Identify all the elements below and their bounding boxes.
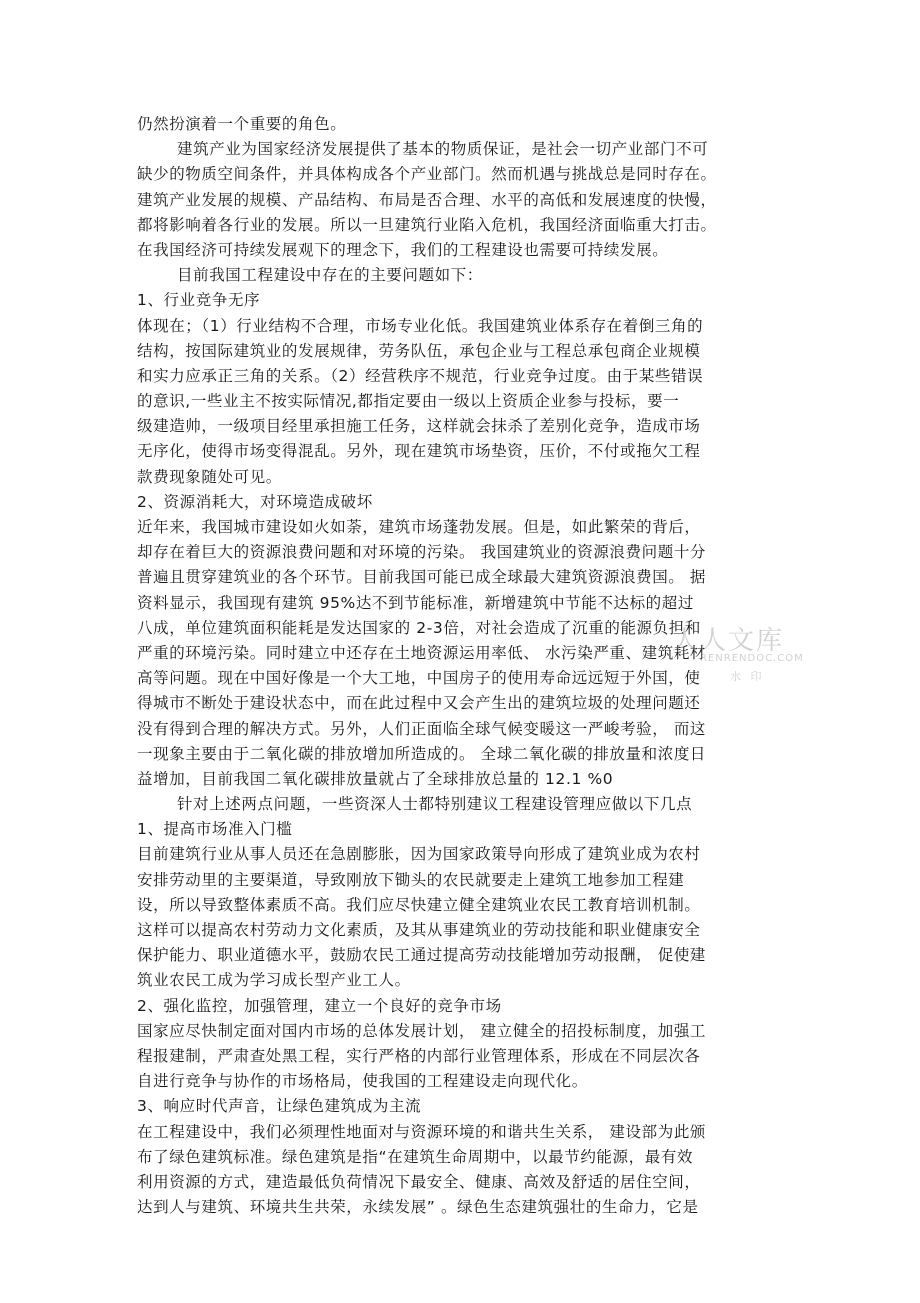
text-line-28: 针对上述两点问题，一些资深人士都特别建议工程建设管理应做以下几点 [177,795,693,814]
text-line-31: 安排劳动里的主要渠道，导致刚放下锄头的农民就要走上建筑工地参加工程建 [137,870,685,889]
text-line-11: 和实力应承正三角的关系。（2）经营秩序不规范，行业竞争过度。由于某些错误 [137,366,704,385]
text-line-4: 建筑产业发展的规模、产品结构、布局是否合理、水平的高低和发展速度的快慢， [137,190,717,209]
text-line-1: 仍然扮演着一个重要的角色。 [137,115,347,133]
text-line-25: 没有得到合理的解决方式。另外，人们正面临全球气候变暖这一严峻考验， 而这 [137,719,707,738]
text-line-38: 程报建制，严肃查处黑工程，实行严格的内部行业管理体系，形成在不同层次各 [137,1046,701,1065]
text-line-34: 保护能力、职业道德水平，鼓励农民工通过提高劳动技能增加劳动报酬， 促使建 [137,946,707,965]
section-heading-2: 2、资源消耗大，对环境造成破坏 [137,492,373,511]
text-line-18: 却存在着巨大的资源浪费问题和对环境的污染。 我国建筑业的资源浪费问题十分 [137,543,707,562]
text-line-20: 资料显示，我国现有建筑 95%达不到节能标准，新增建筑中节能不达标的超过 [137,593,694,612]
document-body [137,112,777,1220]
text-line-5: 都将影响着各行业的发展。所以一旦建筑行业陷入危机，我国经济面临重大打击。 [137,215,717,234]
watermark-mark: 水 印 [730,670,765,683]
text-line-12: 的意识,一些业主不按实际情况,都指定要由一级以上资质企业参与投标，要一 [137,392,680,411]
text-line-2: 建筑产业为国家经济发展提供了基本的物质保证，是社会一切产业部门不可 [177,140,709,159]
watermark-title: 人人文库 [672,626,785,656]
text-line-35: 筑业农民工成为学习成长型产业工人。 [137,971,411,990]
watermark-subtitle: RENRENDOC.COM [700,653,804,664]
text-line-15: 款费现象随处可见。 [137,467,282,486]
text-line-42: 布了绿色建筑标准。绿色建筑是指“在建筑生命周期中，以最节约能源，最有效 [137,1147,694,1166]
text-line-43: 利用资源的方式，建造最低负荷情况下最安全、健康、高效及舒适的居住空间， [137,1172,701,1191]
text-line-22: 严重的环境污染。同时建立中还存在土地资源运用率低、 水污染严重、建筑耗材 [137,643,707,662]
section-heading-4: 2、强化监控，加强管理，建立一个良好的竞争市场 [137,996,502,1015]
text-line-37: 国家应尽快制定面对国内市场的总体发展计划， 建立健全的招投标制度，加强工 [137,1021,707,1040]
text-line-17: 近年来，我国城市建设如火如荼，建筑市场蓬勃发展。但是，如此繁荣的背后， [137,518,701,536]
section-heading-1: 1、行业竞争无序 [137,291,261,310]
text-line-19: 普遍且贯穿建筑业的各个环节。目前我国可能已成全球最大建筑资源浪费国。 据 [137,568,707,587]
section-heading-3: 1、提高市场准入门槛 [137,820,293,839]
text-line-41: 在工程建设中，我们必须理性地面对与资源环境的和谐共生关系， 建设部为此颁 [137,1122,707,1141]
text-line-14: 无序化，使得市场变得混乱。另外，现在建筑市场垫资，压价，不付或拖欠工程 [137,442,701,461]
section-heading-5: 3、响应时代声音，让绿色建筑成为主流 [137,1097,422,1116]
text-line-44: 达到人与建筑、环境共生共荣，永续发展” 。绿色生态建筑强壮的生命力，它是 [137,1198,699,1217]
text-line-6: 在我国经济可持续发展观下的理念下，我们的工程建设也需要可持续发展。 [137,240,669,259]
text-line-33: 这样可以提高农村劳动力文化素质，及其从事建筑业的劳动技能和职业健康安全 [137,921,701,939]
text-line-27: 益增加，目前我国二氧化碳排放量就占了全球排放总量的 12.1 %0 [137,769,614,788]
text-line-7: 目前我国工程建设中存在的主要问题如下： [177,266,483,285]
text-line-24: 得城市不断处于建设状态中，而在此过程中又会产生出的建筑垃圾的处理问题还 [137,694,701,713]
text-line-26: 一现象主要由于二氧化碳的排放增加所造成的。 全球二氧化碳的排放量和浓度日 [137,744,707,763]
text-line-23: 高等问题。现在中国好像是一个大工地，中国房子的使用寿命远远短于外国，使 [137,669,701,688]
text-line-9: 体现在；（1）行业结构不合理，市场专业化低。我国建筑业体系存在着倒三角的 [137,316,704,335]
text-line-10: 结构，按国际建筑业的发展规律，劳务队伍，承包企业与工程总承包商企业规模 [137,341,701,360]
text-line-32: 设，所以导致整体素质不高。我们应尽快建立健全建筑业农民工教育培训机制。 [137,895,701,914]
text-line-13: 级建造帅，一级项目经里承担施工任务，这样就会抹杀了差别化竞争，造成市场 [137,417,701,436]
text-line-39: 自进行竞争与协作的市场格局，使我国的工程建设走向现代化。 [137,1072,588,1091]
text-line-30: 目前建筑行业从事人员还在急剧膨胀，因为国家政策导向形成了建筑业成为农村 [137,845,701,864]
text-line-21: 八成，单位建筑面积能耗是发达国家的 2-3倍，对社会造成了沉重的能源负担和 [137,618,701,637]
text-line-3: 缺少的物质空间条件，并具体构成各个产业部门。然而机遇与挑战总是同时存在。 [137,165,717,184]
